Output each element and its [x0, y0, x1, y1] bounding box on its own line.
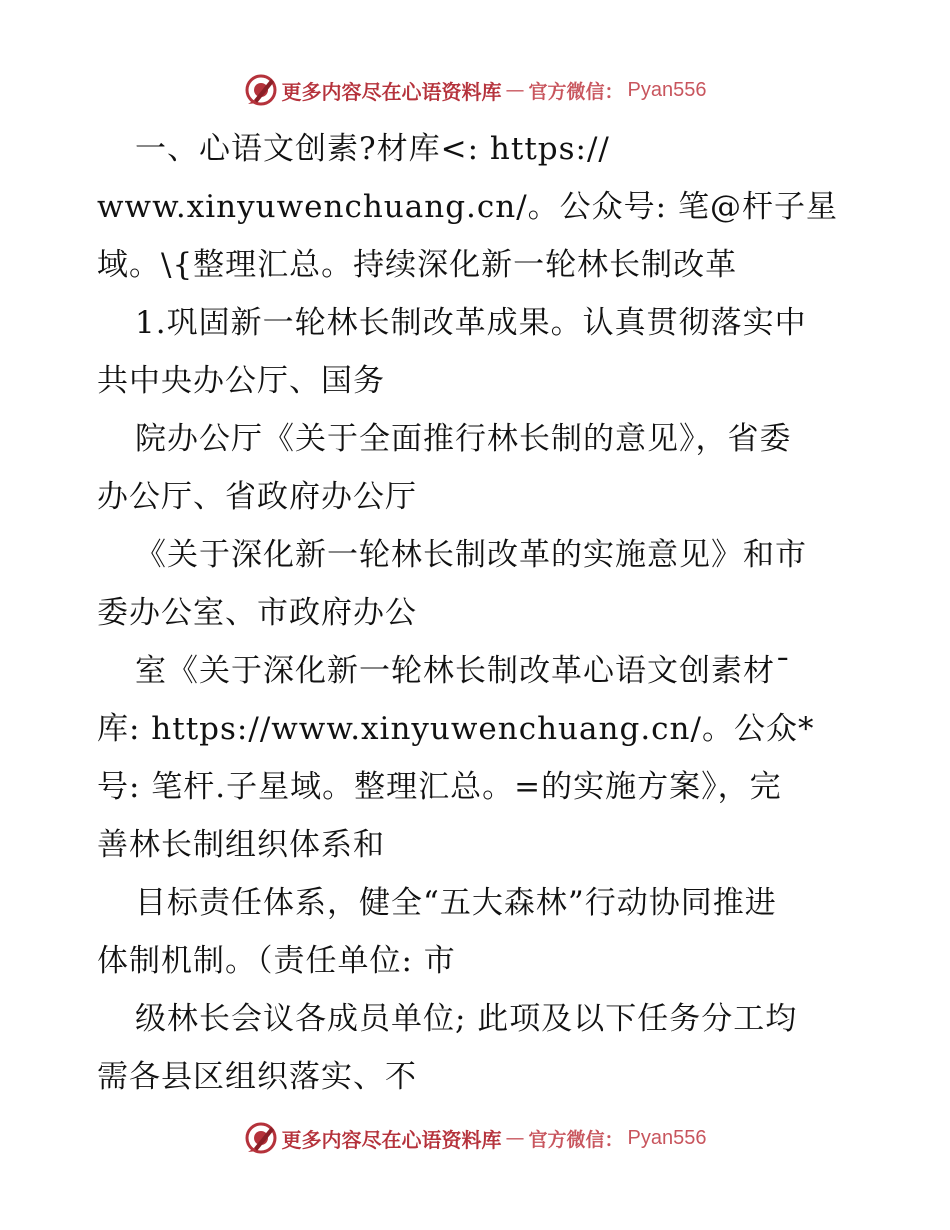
- text-line: 体制机制。（责任单位: 市: [97, 943, 456, 979]
- text-line: 域。\{整理汇总。持续深化新一轮林长制改革: [97, 247, 738, 283]
- pen-logo-icon: [244, 73, 278, 107]
- header-banner: [0, 68, 950, 112]
- header-wechat-id: Pyan556: [627, 78, 707, 101]
- footer-banner-content: [244, 1121, 707, 1155]
- text-line: 号: 笔杆.子星域。整理汇总。=的实施方案》，完: [97, 769, 782, 805]
- text-line: 级林长会议各成员单位; 此项及以下任务分工均: [135, 1001, 798, 1037]
- text-line: 室《关于深化新一轮林长制改革心语文创素材¯: [135, 653, 792, 689]
- footer-wechat-id: Pyan556: [627, 1126, 707, 1149]
- text-line: 委办公室、市政府办公: [97, 595, 417, 631]
- text-line: 《关于深化新一轮林长制改革的实施意见》和市: [135, 537, 807, 573]
- footer-banner: [0, 1116, 950, 1160]
- footer-wechat-label: 官方微信：: [528, 1128, 624, 1151]
- text-line: 院办公厅《关于全面推行林长制的意见》，省委: [135, 421, 792, 457]
- footer-banner-text: 更多内容尽在心语资料库: [281, 1127, 502, 1152]
- text-line: 目标责任体系，健全“五大森林”行动协同推进: [135, 885, 777, 921]
- text-line: 1.巩固新一轮林长制改革成果。认真贯彻落实中: [135, 305, 807, 341]
- footer-banner-dash: —: [505, 1127, 525, 1149]
- header-banner-dash: —: [505, 79, 525, 101]
- pen-logo-icon: [244, 1121, 278, 1155]
- text-line: www.xinyuwenchuang.cn/。公众号: 笔@杆子星: [97, 189, 838, 225]
- text-line: 善林长制组织体系和: [97, 827, 385, 863]
- text-line: 需各县区组织落实、不: [97, 1059, 417, 1095]
- text-line: 一、心语文创素?材库<: https://: [135, 131, 610, 167]
- header-banner-content: [244, 73, 707, 107]
- text-line: 共中央办公厅、国务: [97, 363, 385, 399]
- header-wechat-label: 官方微信：: [528, 80, 624, 103]
- text-line: 库: https://www.xinyuwenchuang.cn/。公众*: [97, 711, 815, 747]
- text-line: 办公厅、省政府办公厅: [97, 479, 417, 515]
- header-banner-text: 更多内容尽在心语资料库: [281, 79, 502, 104]
- document-body: [97, 120, 867, 1106]
